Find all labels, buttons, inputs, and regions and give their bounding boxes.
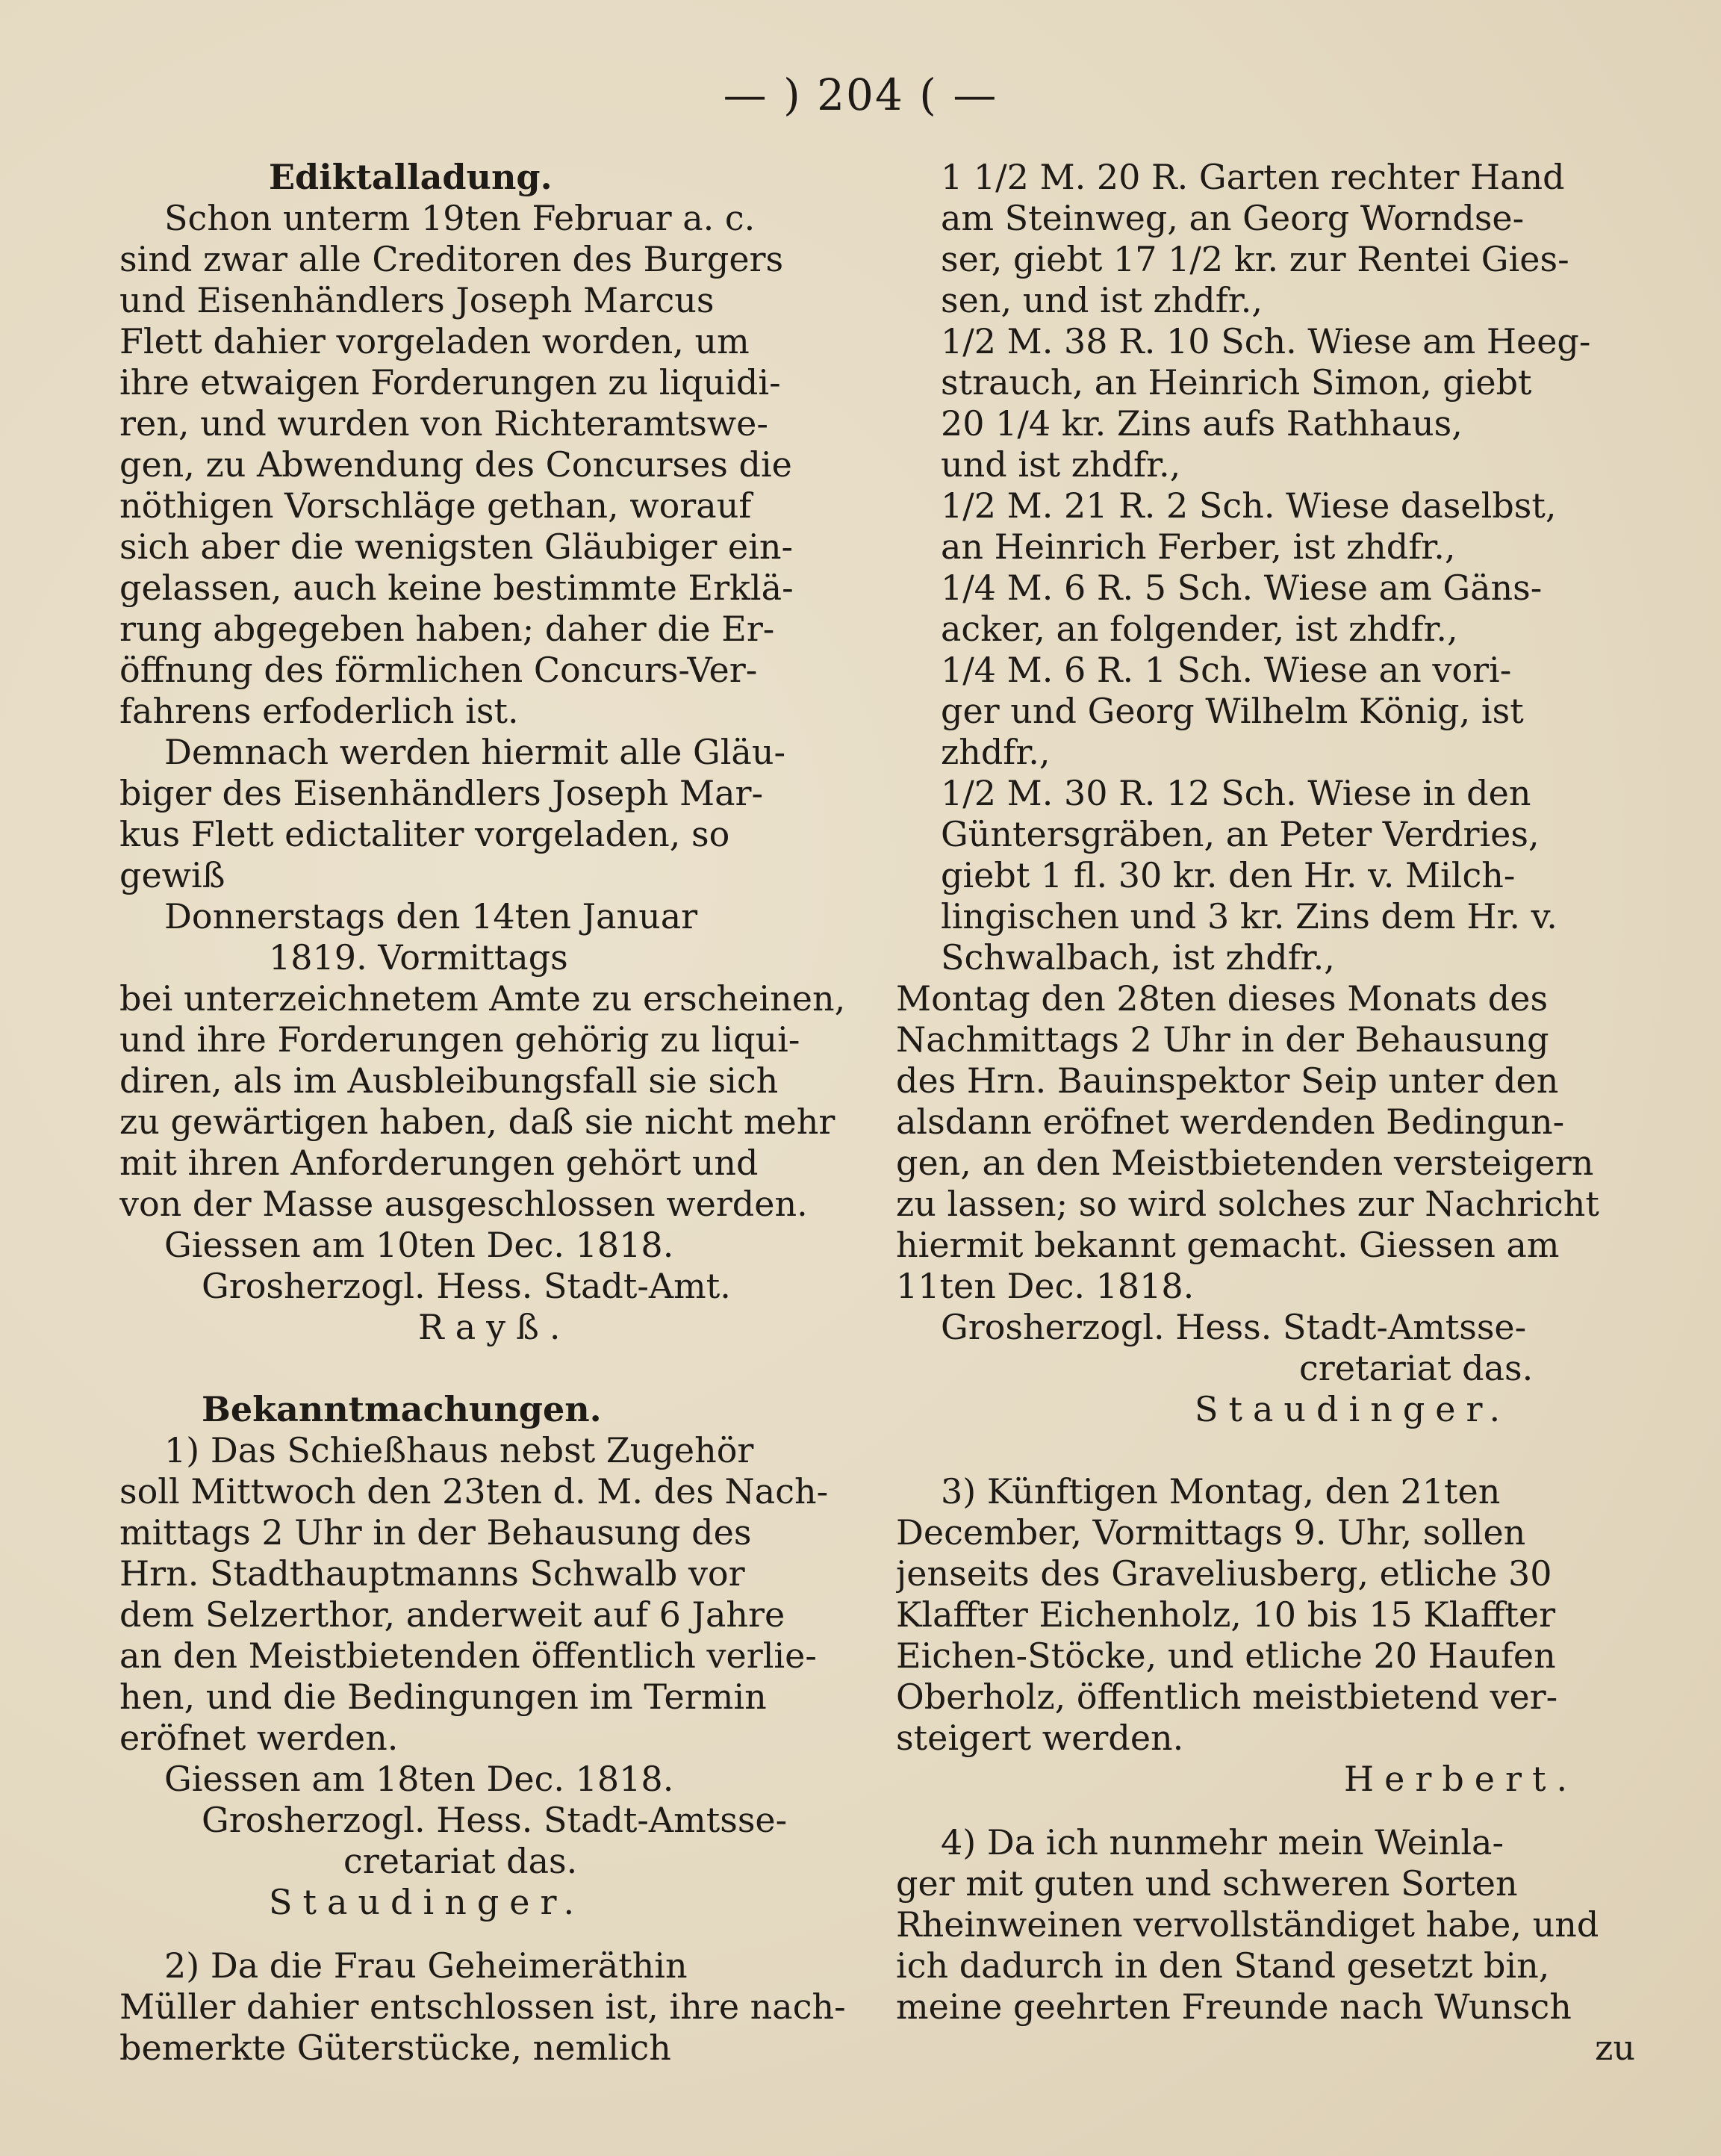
text-line: 20 1/4 kr. Zins aufs Rathhaus, bbox=[941, 403, 1463, 444]
signature-name: Rayß. bbox=[418, 1307, 571, 1347]
text-line: acker, an folgender, ist zhdfr., bbox=[941, 609, 1458, 649]
text-line: 3) Künftigen Montag, den 21ten bbox=[941, 1471, 1501, 1512]
text-line: biger des Eisenhändlers Joseph Mar- bbox=[119, 773, 764, 813]
text-line: ich dadurch in den Stand gesetzt bin, bbox=[896, 1945, 1550, 1986]
authority-line: Grosherzogl. Hess. Stadt-Amt. bbox=[202, 1266, 731, 1306]
text-line: dem Selzerthor, anderweit auf 6 Jahre bbox=[119, 1594, 785, 1635]
text-line: 1) Das Schießhaus nebst Zugehör bbox=[164, 1430, 754, 1470]
text-line: 4) Da ich nunmehr mein Weinla- bbox=[941, 1822, 1504, 1863]
text-line: Schwalbach, ist zhdfr., bbox=[941, 937, 1335, 978]
date-line: 1819. Vormittags bbox=[269, 937, 568, 978]
text-line: und ihre Forderungen gehörig zu liqui- bbox=[119, 1019, 800, 1060]
text-line: Hrn. Stadthauptmanns Schwalb vor bbox=[119, 1553, 745, 1594]
text-line: 1/4 M. 6 R. 1 Sch. Wiese an vori- bbox=[941, 650, 1512, 690]
text-line: am Steinweg, an Georg Worndse- bbox=[941, 198, 1525, 238]
authority-line: cretariat das. bbox=[343, 1841, 578, 1881]
text-line: Schon unterm 19ten Februar a. c. bbox=[164, 198, 756, 238]
text-line: ger mit guten und schweren Sorten bbox=[896, 1863, 1518, 1904]
text-line: zu lassen; so wird solches zur Nachricht bbox=[896, 1184, 1599, 1224]
text-line: 1/2 M. 30 R. 12 Sch. Wiese in den bbox=[941, 773, 1531, 813]
text-line: Nachmittags 2 Uhr in der Behausung bbox=[896, 1019, 1549, 1060]
right-column bbox=[896, 157, 1635, 2069]
place-date-line: 11ten Dec. 1818. bbox=[896, 1266, 1195, 1306]
text-line: gewiß bbox=[119, 855, 225, 895]
text-line: Oberholz, öffentlich meistbietend ver- bbox=[896, 1677, 1558, 1717]
text-line: 1/2 M. 21 R. 2 Sch. Wiese daselbst, bbox=[941, 485, 1557, 526]
place-date-line: Giessen am 10ten Dec. 1818. bbox=[164, 1225, 674, 1265]
text-line: bemerkte Güterstücke, nemlich bbox=[119, 2028, 671, 2068]
text-line: alsdann eröfnet werdenden Bedingun- bbox=[896, 1102, 1565, 1142]
text-line: sind zwar alle Creditoren des Burgers bbox=[119, 239, 784, 279]
text-line: Demnach werden hiermit alle Gläu- bbox=[164, 732, 786, 772]
date-line: Donnerstags den 14ten Januar bbox=[164, 896, 698, 936]
authority-line: cretariat das. bbox=[1299, 1348, 1534, 1388]
text-line: kus Flett edictaliter vorgeladen, so bbox=[119, 814, 730, 854]
text-line: steigert werden. bbox=[896, 1718, 1184, 1758]
page-number: — ) 204 ( — bbox=[723, 69, 998, 120]
text-line: 1 1/2 M. 20 R. Garten rechter Hand bbox=[941, 157, 1565, 197]
text-line: soll Mittwoch den 23ten d. M. des Nach- bbox=[119, 1471, 829, 1512]
text-line: ger und Georg Wilhelm König, ist bbox=[941, 691, 1524, 731]
text-line: nöthigen Vorschläge gethan, worauf bbox=[119, 485, 752, 526]
text-line: sich aber die wenigsten Gläubiger ein- bbox=[119, 526, 794, 567]
text-line: an den Meistbietenden öffentlich verlie- bbox=[119, 1635, 817, 1676]
text-line: Montag den 28ten dieses Monats des bbox=[896, 978, 1549, 1019]
text-line: 1/4 M. 6 R. 5 Sch. Wiese am Gäns- bbox=[941, 568, 1543, 608]
text-line: Flett dahier vorgeladen worden, um bbox=[119, 321, 750, 361]
text-line: hiermit bekannt gemacht. Giessen am bbox=[896, 1225, 1560, 1265]
text-line: diren, als im Ausbleibungsfall sie sich bbox=[119, 1060, 779, 1101]
text-line: mittags 2 Uhr in der Behausung des bbox=[119, 1512, 752, 1553]
catchword: zu bbox=[1595, 2028, 1635, 2068]
text-line: jenseits des Graveliusberg, etliche 30 bbox=[896, 1553, 1552, 1594]
text-line: des Hrn. Bauinspektor Seip unter den bbox=[896, 1060, 1559, 1101]
left-column bbox=[119, 157, 859, 2069]
text-line: zhdfr., bbox=[941, 732, 1051, 772]
place-date-line: Giessen am 18ten Dec. 1818. bbox=[164, 1759, 674, 1799]
text-line: ren, und wurden von Richteramtswe- bbox=[119, 403, 768, 444]
text-line: gelassen, auch keine bestimmte Erklä- bbox=[119, 568, 794, 608]
text-line: und ist zhdfr., bbox=[941, 444, 1181, 485]
text-line: und Eisenhändlers Joseph Marcus bbox=[119, 280, 715, 320]
text-line: gen, an den Meistbietenden versteigern bbox=[896, 1143, 1594, 1183]
text-line: zu gewärtigen haben, daß sie nicht mehr bbox=[119, 1102, 835, 1142]
text-line: strauch, an Heinrich Simon, giebt bbox=[941, 362, 1532, 403]
text-line: giebt 1 fl. 30 kr. den Hr. v. Milch- bbox=[941, 855, 1516, 895]
text-line: 1/2 M. 38 R. 10 Sch. Wiese am Heeg- bbox=[941, 321, 1591, 361]
signature-name: Herbert. bbox=[1344, 1759, 1578, 1799]
text-line: ihre etwaigen Forderungen zu liquidi- bbox=[119, 362, 781, 403]
section-title-ediktalladung: Ediktalladung. bbox=[269, 157, 553, 197]
signature-name: Staudinger. bbox=[269, 1882, 585, 1922]
text-line: mit ihren Anforderungen gehört und bbox=[119, 1143, 759, 1183]
authority-line: Grosherzogl. Hess. Stadt-Amtsse- bbox=[941, 1307, 1527, 1347]
text-line: sen, und ist zhdfr., bbox=[941, 280, 1263, 320]
text-line: rung abgegeben haben; daher die Er- bbox=[119, 609, 775, 649]
text-line: 2) Da die Frau Geheimeräthin bbox=[164, 1945, 688, 1986]
text-line: Güntersgräben, an Peter Verdries, bbox=[941, 814, 1540, 854]
text-line: lingischen und 3 kr. Zins dem Hr. v. bbox=[941, 896, 1557, 936]
section-title-bekanntmachungen: Bekanntmachungen. bbox=[202, 1389, 602, 1429]
text-line: Müller dahier entschlossen ist, ihre nach- bbox=[119, 1986, 846, 2027]
text-line: ser, giebt 17 1/2 kr. zur Rentei Gies- bbox=[941, 239, 1569, 279]
authority-line: Grosherzogl. Hess. Stadt-Amtsse- bbox=[202, 1800, 788, 1840]
text-line: hen, und die Bedingungen im Termin bbox=[119, 1677, 767, 1717]
text-line: an Heinrich Ferber, ist zhdfr., bbox=[941, 526, 1456, 567]
text-line: bei unterzeichnetem Amte zu erscheinen, bbox=[119, 978, 846, 1019]
text-line: gen, zu Abwendung des Concurses die bbox=[119, 444, 792, 485]
text-line: Eichen-Stöcke, und etliche 20 Haufen bbox=[896, 1635, 1556, 1676]
text-line: von der Masse ausgeschlossen werden. bbox=[119, 1184, 808, 1224]
signature-name: Staudinger. bbox=[1195, 1389, 1511, 1429]
text-line: Klaffter Eichenholz, 10 bis 15 Klaffter bbox=[896, 1594, 1556, 1635]
text-line: December, Vormittags 9. Uhr, sollen bbox=[896, 1512, 1526, 1553]
text-line: öffnung des förmlichen Concurs-Ver- bbox=[119, 650, 758, 690]
text-line: fahrens erfoderlich ist. bbox=[119, 691, 519, 731]
text-line: eröfnet werden. bbox=[119, 1718, 399, 1758]
text-line: Rheinweinen vervollständiget habe, und bbox=[896, 1904, 1599, 1945]
text-line: meine geehrten Freunde nach Wunsch bbox=[896, 1986, 1572, 2027]
